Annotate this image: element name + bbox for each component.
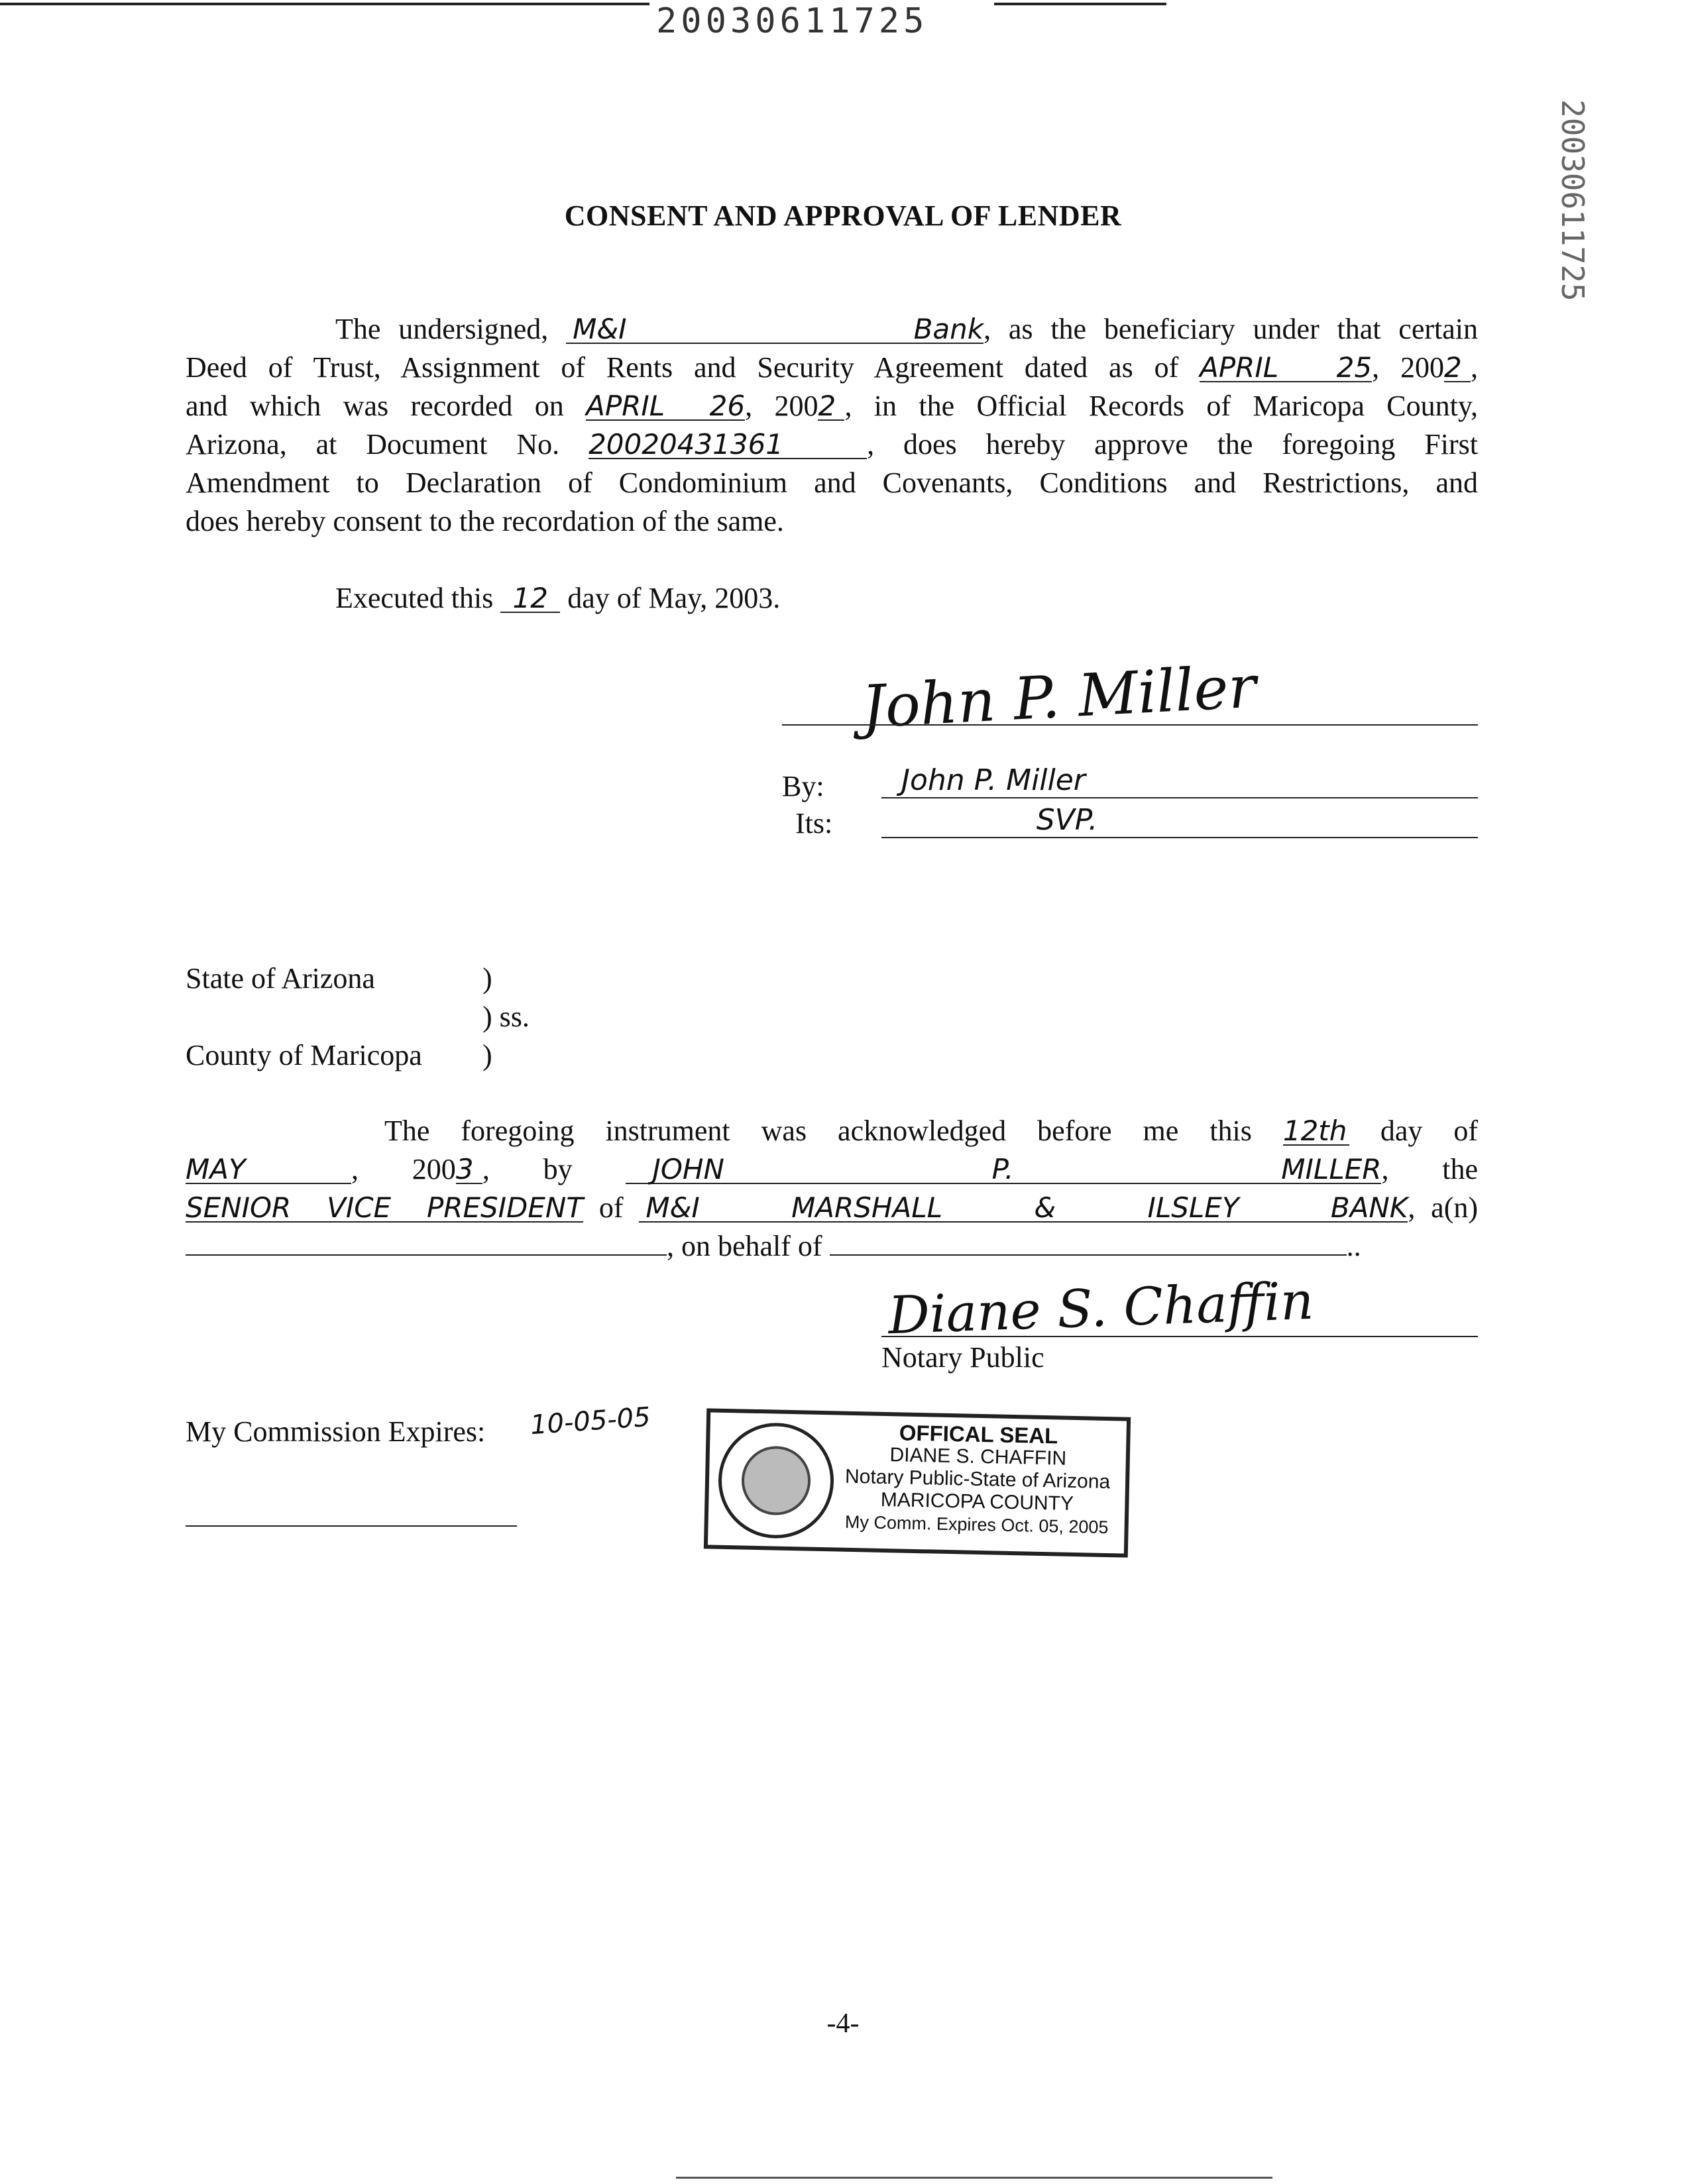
paragraph-line-1: The undersigned, M&I Bank, as the beneficiary under that certain [335,313,1478,345]
notary-seal [704,1408,1131,1557]
paragraph-line-5: Amendment to Declaration of Condominium and Covenants, Conditions and Restrictions, and [186,466,1478,499]
commission-date: 10-05-05 [529,1401,651,1441]
top-rule-right [994,3,1166,5]
ack-person: JOHN P. MILLER [626,1156,1381,1184]
venue-ss: ) ss. [482,1001,530,1033]
executed-day: 12 [500,585,560,613]
deed-date: APRIL 25 [1200,351,1373,384]
ack-behalf-blank [830,1228,1347,1256]
ack-month: MAY [186,1156,351,1184]
state-seal-icon [717,1422,835,1540]
commission-label: My Commission Expires: [186,1415,486,1448]
lender-name: M&I Bank [566,316,984,344]
ack-company: M&I MARSHALL & ILSLEY BANK [639,1195,1408,1223]
paragraph-line-6: does hereby consent to the recordation of the same. [186,505,784,537]
top-rule-left [0,3,649,5]
paragraph-line-2: Deed of Trust, Assignment of Rents and Security Agreement dated as of APRIL 25, 2002 , [186,351,1479,384]
its-value: SVP. [881,803,1478,838]
seal-text: OFFICAL SEAL DIANE S. CHAFFIN Notary Public-State of Arizona MARICOPA COUNTY My Comm. Expires Oct. 05, 2005 [844,1420,1111,1538]
ack-entity-blank [186,1228,667,1256]
recorded-year-digit: 2 [818,393,844,421]
signature-line [782,724,1478,726]
venue-paren-3: ) [482,1039,492,1071]
ack-day: 12th [1283,1118,1349,1146]
lender-signature: John P. Miller [860,652,1258,741]
document-title: CONSENT AND APPROVAL OF LENDER [564,199,1122,232]
notary-signature: Diane S. Chaffin [887,1271,1315,1346]
side-document-number: 20030611725 [1555,99,1591,301]
page-number: -4- [826,2008,860,2039]
ack-line-4: , on behalf of .. [186,1227,1478,1266]
commission-blank-line [186,1525,517,1527]
executed-line: Executed this 12 day of May, 2003. [335,582,781,614]
notary-public-label: Notary Public [881,1341,1044,1374]
ack-line-2: MAY , 2003 , by JOHN P. MILLER, the [186,1153,1478,1185]
recorded-date: APRIL 26 [586,390,746,422]
ack-line-1: The foregoing instrument was acknowledged before me this 12th day of [384,1115,1479,1147]
its-label: Its: [795,807,833,840]
paragraph-line-4: Arizona, at Document No. 20020431361 , does hereby approve the foregoing First [186,428,1478,461]
deed-year-digit: 2 [1444,355,1471,382]
document-number-field: 20020431361 [589,431,867,459]
by-label: By: [782,770,824,802]
bottom-rule [676,2177,1272,2179]
venue-state: State of Arizona [186,962,375,995]
venue-paren-1: ) [482,962,492,995]
ack-line-3: SENIOR VICE PRESIDENT of M&I MARSHALL & ILSLEY BANK, a(n) [186,1191,1479,1224]
by-name: John P. Miller [881,763,1478,798]
ack-year-digit: 3 [456,1156,482,1184]
notary-signature-line [881,1336,1478,1337]
venue-county: County of Maricopa [186,1039,422,1071]
paragraph-line-3: and which was recorded on APRIL 26, 2002 , in the Official Records of Maricopa County, [186,390,1478,422]
ack-position: SENIOR VICE PRESIDENT [186,1191,583,1224]
document-number: 20030611725 [656,1,928,41]
